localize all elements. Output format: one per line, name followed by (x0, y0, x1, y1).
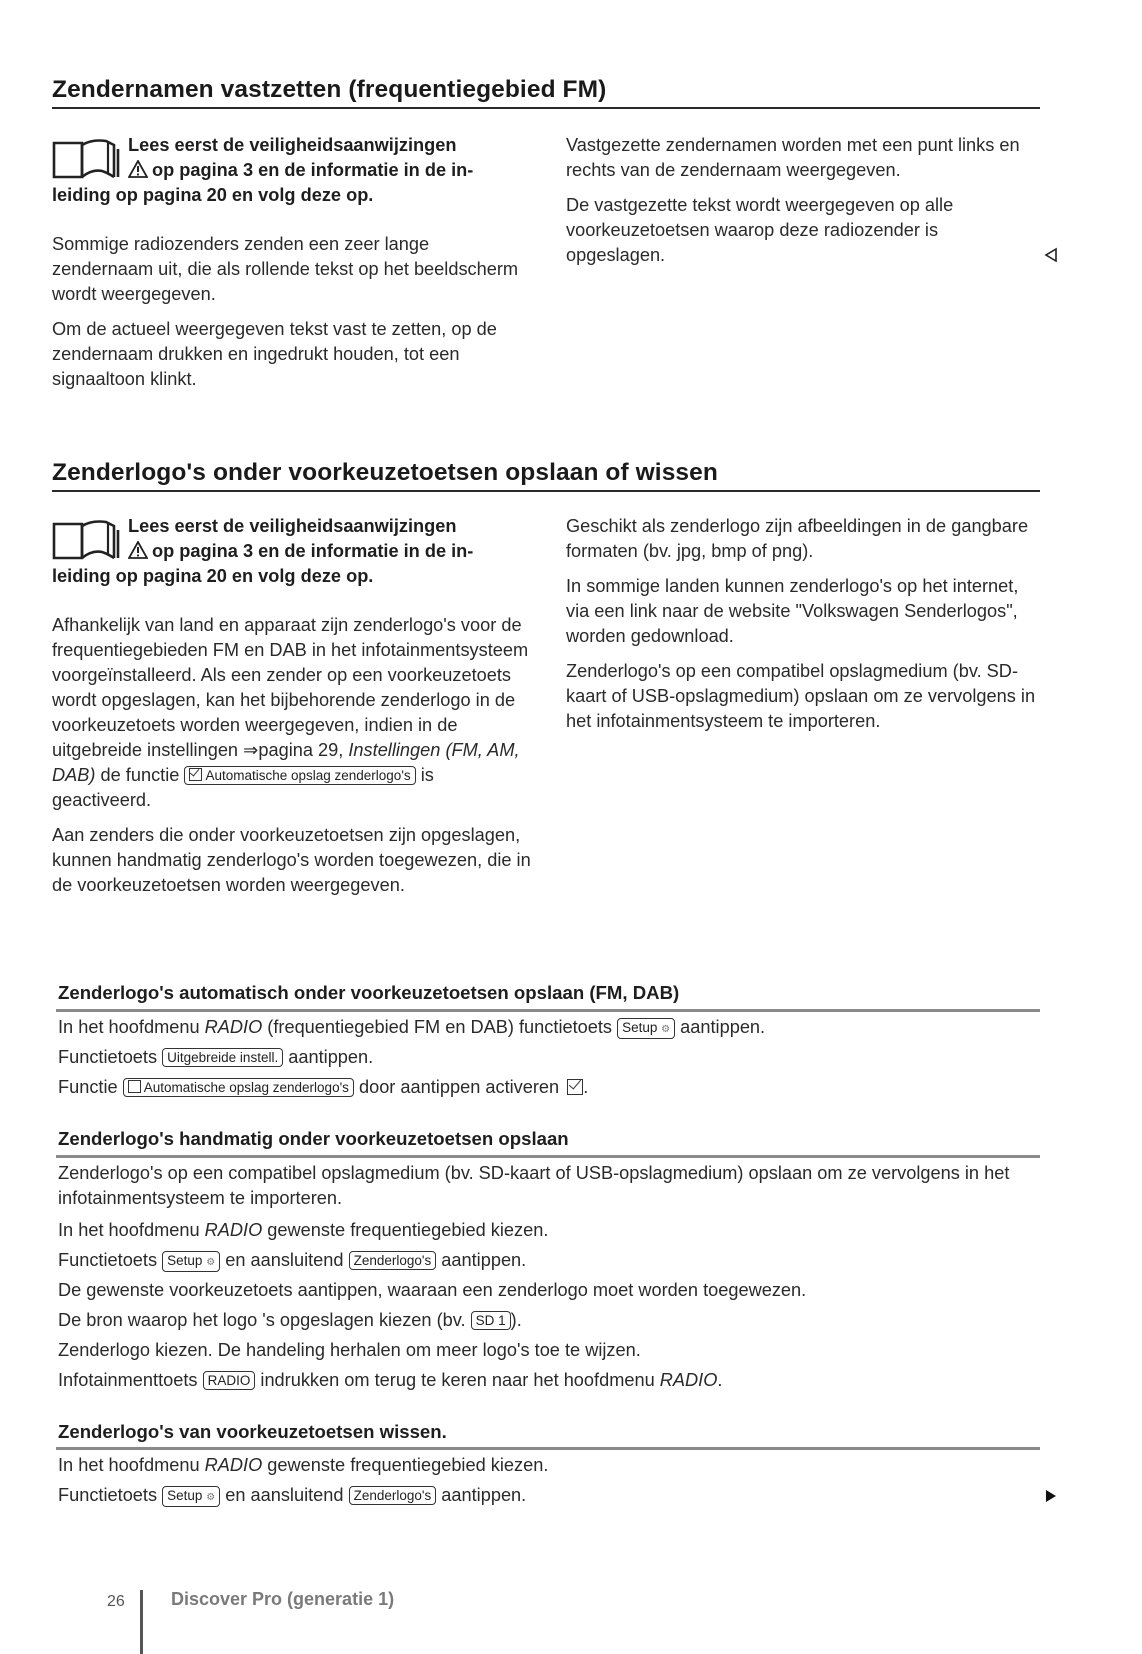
subsection-title-delete: Zenderlogo's van voorkeuzetoetsen wissen. (58, 1421, 447, 1442)
subsection-title-auto: Zenderlogo's automatisch onder voorkeuzetoetsen opslaan (FM, DAB) (58, 982, 680, 1003)
page-reference[interactable]: pagina 29, (258, 740, 349, 760)
sd1-key: SD 1 (471, 1311, 511, 1330)
section1-left-column (52, 133, 532, 402)
checkbox-checked-icon (189, 768, 202, 781)
paragraph: In sommige landen kunnen zenderlogo's op het internet, via een link naar de website "Volkswagen Senderlogos", worden gedownload. (566, 576, 1019, 646)
zenderlogos-key: Zenderlogo's (349, 1486, 437, 1505)
paragraph: Om de actueel weergegeven tekst vast te zetten, op de zendernaam drukken en ingedrukt houden, tot een signaaltoon klinkt. (52, 319, 497, 389)
section-title-zenderlogos: Zenderlogo's onder voorkeuzetoetsen opslaan of wissen (52, 459, 718, 486)
paragraph: Zenderlogo's op een compatibel opslagmedium (bv. SD-kaart of USB-opslagmedium) opslaan om ze vervolgens in het infotainmentsysteem te importeren. (566, 661, 1036, 731)
step-manual-6: Zenderlogo kiezen. De handeling herhalen om meer logo's toe te wijzen. (58, 1340, 641, 1360)
subsection-rule (56, 1447, 1040, 1450)
checkbox-checked-icon (567, 1079, 583, 1095)
book-icon (52, 137, 122, 179)
paragraph: Aan zenders die onder voorkeuzetoetsen zijn opgeslagen, kunnen handmatig zenderlogo's worden toegewezen, die in de voorkeuzetoetsen worden weergegeven. (52, 825, 531, 895)
footer-title: Discover Pro (generatie 1) (171, 1589, 395, 1609)
step-manual-7: Infotainmenttoets RADIO indrukken om terug te keren naar het hoofdmenu RADIO. (58, 1370, 723, 1390)
step-manual-4: De gewenste voorkeuzetoets aantippen, waaraan een zenderlogo moet worden toegewezen. (58, 1280, 807, 1300)
step-manual-5: De bron waarop het logo 's opgeslagen kiezen (bv. SD 1 ). (58, 1310, 522, 1330)
safety-line-3: leiding op pagina 20 en volg deze op. (52, 185, 374, 205)
warning-icon (128, 160, 148, 178)
safety-line-1: Lees eerst de veiligheidsaanwijzingen (128, 516, 457, 536)
menu-name: RADIO (204, 1017, 263, 1037)
step-manual-2: In het hoofdmenu RADIO gewenste frequentiegebied kiezen. (58, 1220, 549, 1240)
continue-triangle-icon (1044, 1488, 1058, 1504)
paragraph: Vastgezette zendernamen worden met een punt links en rechts van de zendernaam weergegeven. (566, 135, 1020, 180)
step-manual-3: Functietoets Setup ⚙ en aansluitend Zenderlogo's aantippen. (58, 1250, 527, 1270)
paragraph: Sommige radiozenders zenden een zeer lange zendernaam uit, die als rollende tekst op het beeldscherm wordt weergegeven. (52, 234, 519, 304)
gear-icon: ⚙ (206, 1257, 216, 1268)
safety-line-1: Lees eerst de veiligheidsaanwijzingen (128, 135, 457, 155)
radio-key: RADIO (203, 1371, 256, 1390)
safety-line-3: leiding op pagina 20 en volg deze op. (52, 566, 374, 586)
menu-name: RADIO (204, 1220, 263, 1240)
setup-key: Setup ⚙ (162, 1251, 220, 1272)
cross-reference-arrow: ⇒ (243, 740, 259, 760)
book-icon (52, 518, 122, 560)
subsection-title-manual: Zenderlogo's handmatig onder voorkeuzetoetsen opslaan (58, 1128, 569, 1149)
checkbox-unchecked-icon (128, 1080, 141, 1093)
step-auto-3: Functie Automatische opslag zenderlogo's door aantippen activeren . (58, 1077, 589, 1097)
step-delete-2: Functietoets Setup ⚙ en aansluitend Zenderlogo's aantippen. (58, 1485, 527, 1505)
subsection-rule (56, 1009, 1040, 1012)
warning-icon (128, 541, 148, 559)
section-rule (52, 490, 1040, 492)
safety-line-2: op pagina 3 en de informatie in de in- (152, 160, 474, 180)
extended-settings-key: Uitgebreide instell. (162, 1048, 283, 1067)
zenderlogos-key: Zenderlogo's (349, 1251, 437, 1270)
section-title-zendernamen: Zendernamen vastzetten (frequentiegebied FM) (52, 76, 607, 103)
menu-name: RADIO (204, 1455, 263, 1475)
section2-left-column (52, 514, 532, 908)
step-auto-1: In het hoofdmenu RADIO (frequentiegebied FM en DAB) functietoets Setup ⚙ aantippen. (58, 1017, 766, 1037)
section2-right-column (566, 514, 1036, 744)
safety-line-2: op pagina 3 en de informatie in de in- (152, 541, 474, 561)
step-delete-1: In het hoofdmenu RADIO gewenste frequentiegebied kiezen. (58, 1455, 549, 1475)
setup-key: Setup ⚙ (617, 1018, 675, 1039)
end-of-section-triangle-icon (1044, 247, 1058, 263)
step-manual-1: Zenderlogo's op een compatibel opslagmedium (bv. SD-kaart of USB-opslagmedium) opslaan om ze vervolgens in het infotainmentsysteem te importeren. (58, 1163, 1010, 1208)
step-auto-2: Functietoets Uitgebreide instell. aantippen. (58, 1047, 374, 1067)
subsection-rule (56, 1155, 1040, 1158)
safety-notice (52, 514, 532, 589)
auto-logo-function-key: Automatische opslag zenderlogo's (123, 1078, 354, 1097)
footer-divider (140, 1590, 143, 1654)
safety-notice (52, 133, 532, 208)
paragraph: Afhankelijk van land en apparaat zijn zenderlogo's voor de frequentiegebieden FM en DAB in het infotainmentsysteem voorgeïnstalleerd. Als een zender op een voorkeuzetoets wordt opgeslagen, kan het bijbehorende zenderlogo in de voorkeuzetoets worden weergegeven, indien in de uitgebreide instellingen ⇒pagina 29, Instellingen (FM, AM, DAB) de functie Automatische opslag zenderlogo's is geactiveerd. (52, 615, 529, 810)
menu-name: RADIO (659, 1370, 718, 1390)
function-key-auto-logo: Automatische opslag zenderlogo's (184, 766, 415, 785)
paragraph: De vastgezette tekst wordt weergegeven op alle voorkeuzetoetsen waarop deze radiozender is opgeslagen. (566, 195, 954, 265)
section-rule (52, 107, 1040, 109)
section1-right-column (566, 133, 1036, 278)
gear-icon: ⚙ (661, 1024, 671, 1035)
setup-key: Setup ⚙ (162, 1486, 220, 1507)
page-number: 26 (107, 1593, 125, 1610)
cross-reference-link[interactable]: Instellingen (FM, AM, DAB) (52, 740, 520, 785)
paragraph: Geschikt als zenderlogo zijn afbeeldingen in de gangbare formaten (bv. jpg, bmp of png). (566, 516, 1029, 561)
gear-icon: ⚙ (206, 1492, 216, 1503)
